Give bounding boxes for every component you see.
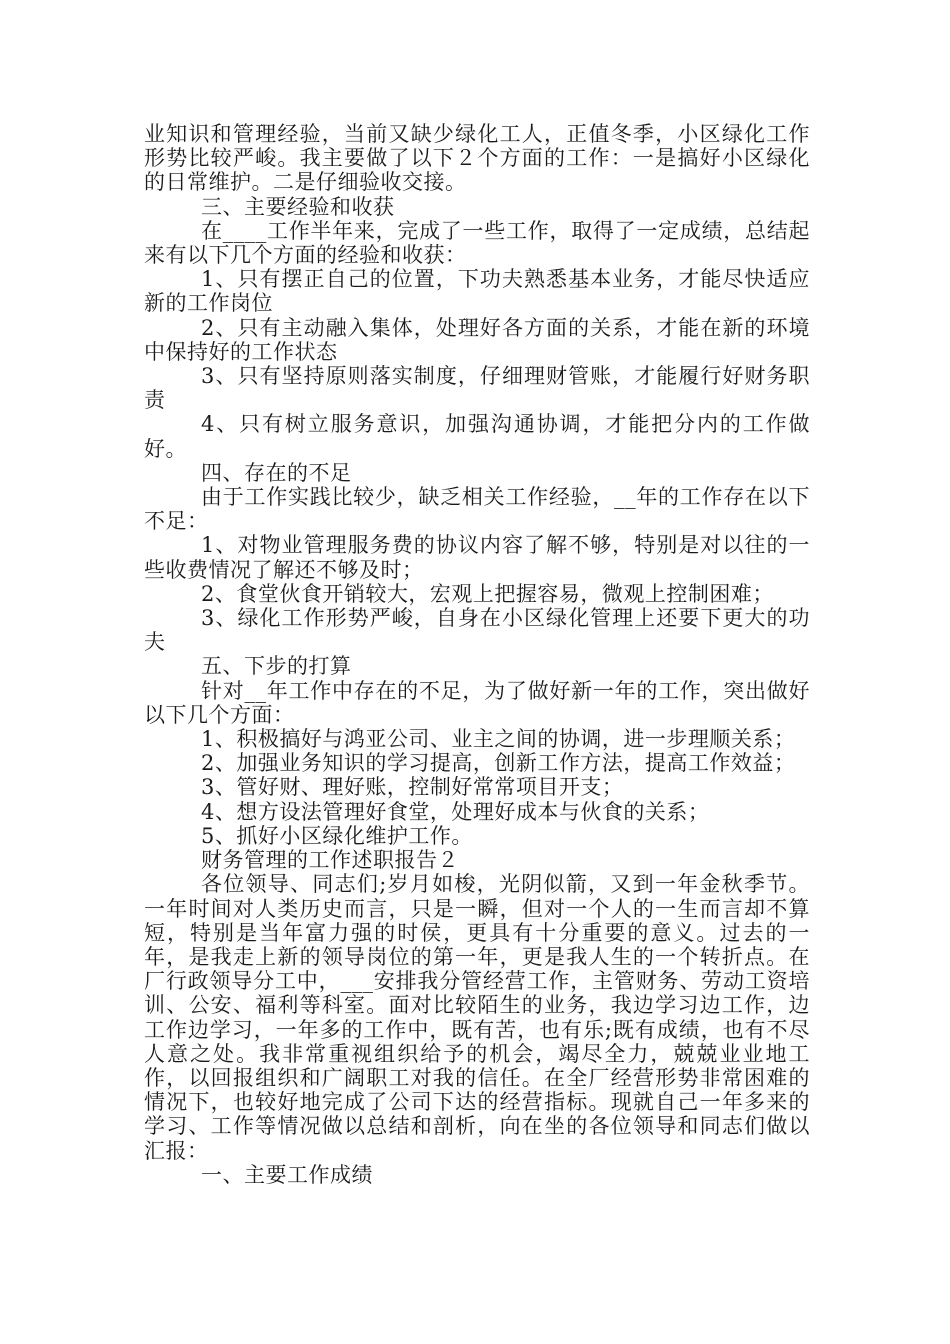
section-heading: 一、主要工作成绩 [201, 1162, 373, 1187]
list-item: 4、想方设法管理好食堂，处理好成本与伙食的关系； [201, 799, 710, 824]
list-item: 2、食堂伙食开销较大，宏观上把握容易，微观上控制困难； [201, 581, 774, 606]
list-item: 4、只有树立服务意识，加强沟通协调，才能把分内的工作做好。 [144, 412, 810, 461]
section-heading: 四、存在的不足 [201, 460, 352, 485]
list-item: 3、管好财、理好账，控制好常常项目开支； [201, 775, 624, 800]
report-title: 财务管理的工作述职报告２ [201, 848, 459, 873]
list-item: 2、只有主动融入集体，处理好各方面的关系，才能在新的环境中保持好的工作状态 [144, 315, 810, 364]
list-item: 1、积极搞好与鸿亚公司、业主之间的协调，进一步理顺关系； [201, 727, 796, 752]
paragraph: 业知识和管理经验，当前又缺少绿化工人，正值冬季，小区绿化工作形势比较严峻。我主要做了以下２个方面的工作：一是搞好小区绿化的日常维护。二是仔细验收交接。 [144, 122, 810, 195]
paragraph: 在____工作半年来，完成了一些工作，取得了一定成绩，总结起来有以下几个方面的经验和收获： [144, 218, 810, 268]
list-item: 2、加强业务知识的学习提高，创新工作方法，提高工作效益； [201, 751, 796, 776]
list-item: 3、只有坚持原则落实制度，仔细理财管账，才能履行好财务职责 [144, 364, 810, 413]
section-heading: 五、下步的打算 [201, 654, 352, 679]
section-heading: 三、主要经验和收获 [201, 194, 395, 219]
list-item: 1、只有摆正自己的位置，下功夫熟悉基本业务，才能尽快适应新的工作岗位 [144, 267, 810, 316]
list-item: 1、对物业管理服务费的协议内容了解不够，特别是对以往的一些收费情况了解还不够及时； [144, 533, 810, 582]
paragraph: 各位领导、同志们;岁月如梭，光阴似箭，又到一年金秋季节。一年时间对人类历史而言，只是一瞬，但对一个人的一生而言却不算短，特别是当年富力强的时侯，更具有十分重要的意义。过去的一年，是我走上新的领导岗位的第一年，更是我人生的一个转折点。在厂行政领导分工中，___安排我分管经营工作，主管财务、劳动工资培训、公安、福利等科室。面对比较陌生的业务，我边学习边工作，边工作边学习，一年多的工作中，既有苦，也有乐;既有成绩，也有不尽人意之处。我非常重视组织给予的机会，竭尽全力，兢兢业业地工作，以回报组织和广阔职工对我的信任。在全厂经营形势非常困难的情况下，也较好地完成了公司下达的经营指标。现就自己一年多来的学习、工作等情况做以总结和剖析，向在坐的各位领导和同志们做以汇报： [144, 872, 810, 1163]
paragraph: 由于工作实践比较少，缺乏相关工作经验，__年的工作存在以下不足： [144, 485, 810, 534]
list-item: 3、绿化工作形势严峻，自身在小区绿化管理上还要下更大的功夫 [144, 606, 810, 655]
document-body [144, 122, 810, 1187]
list-item: 5、抓好小区绿化维护工作。 [201, 823, 473, 848]
paragraph: 针对__年工作中存在的不足，为了做好新一年的工作，突出做好以下几个方面： [144, 678, 810, 727]
